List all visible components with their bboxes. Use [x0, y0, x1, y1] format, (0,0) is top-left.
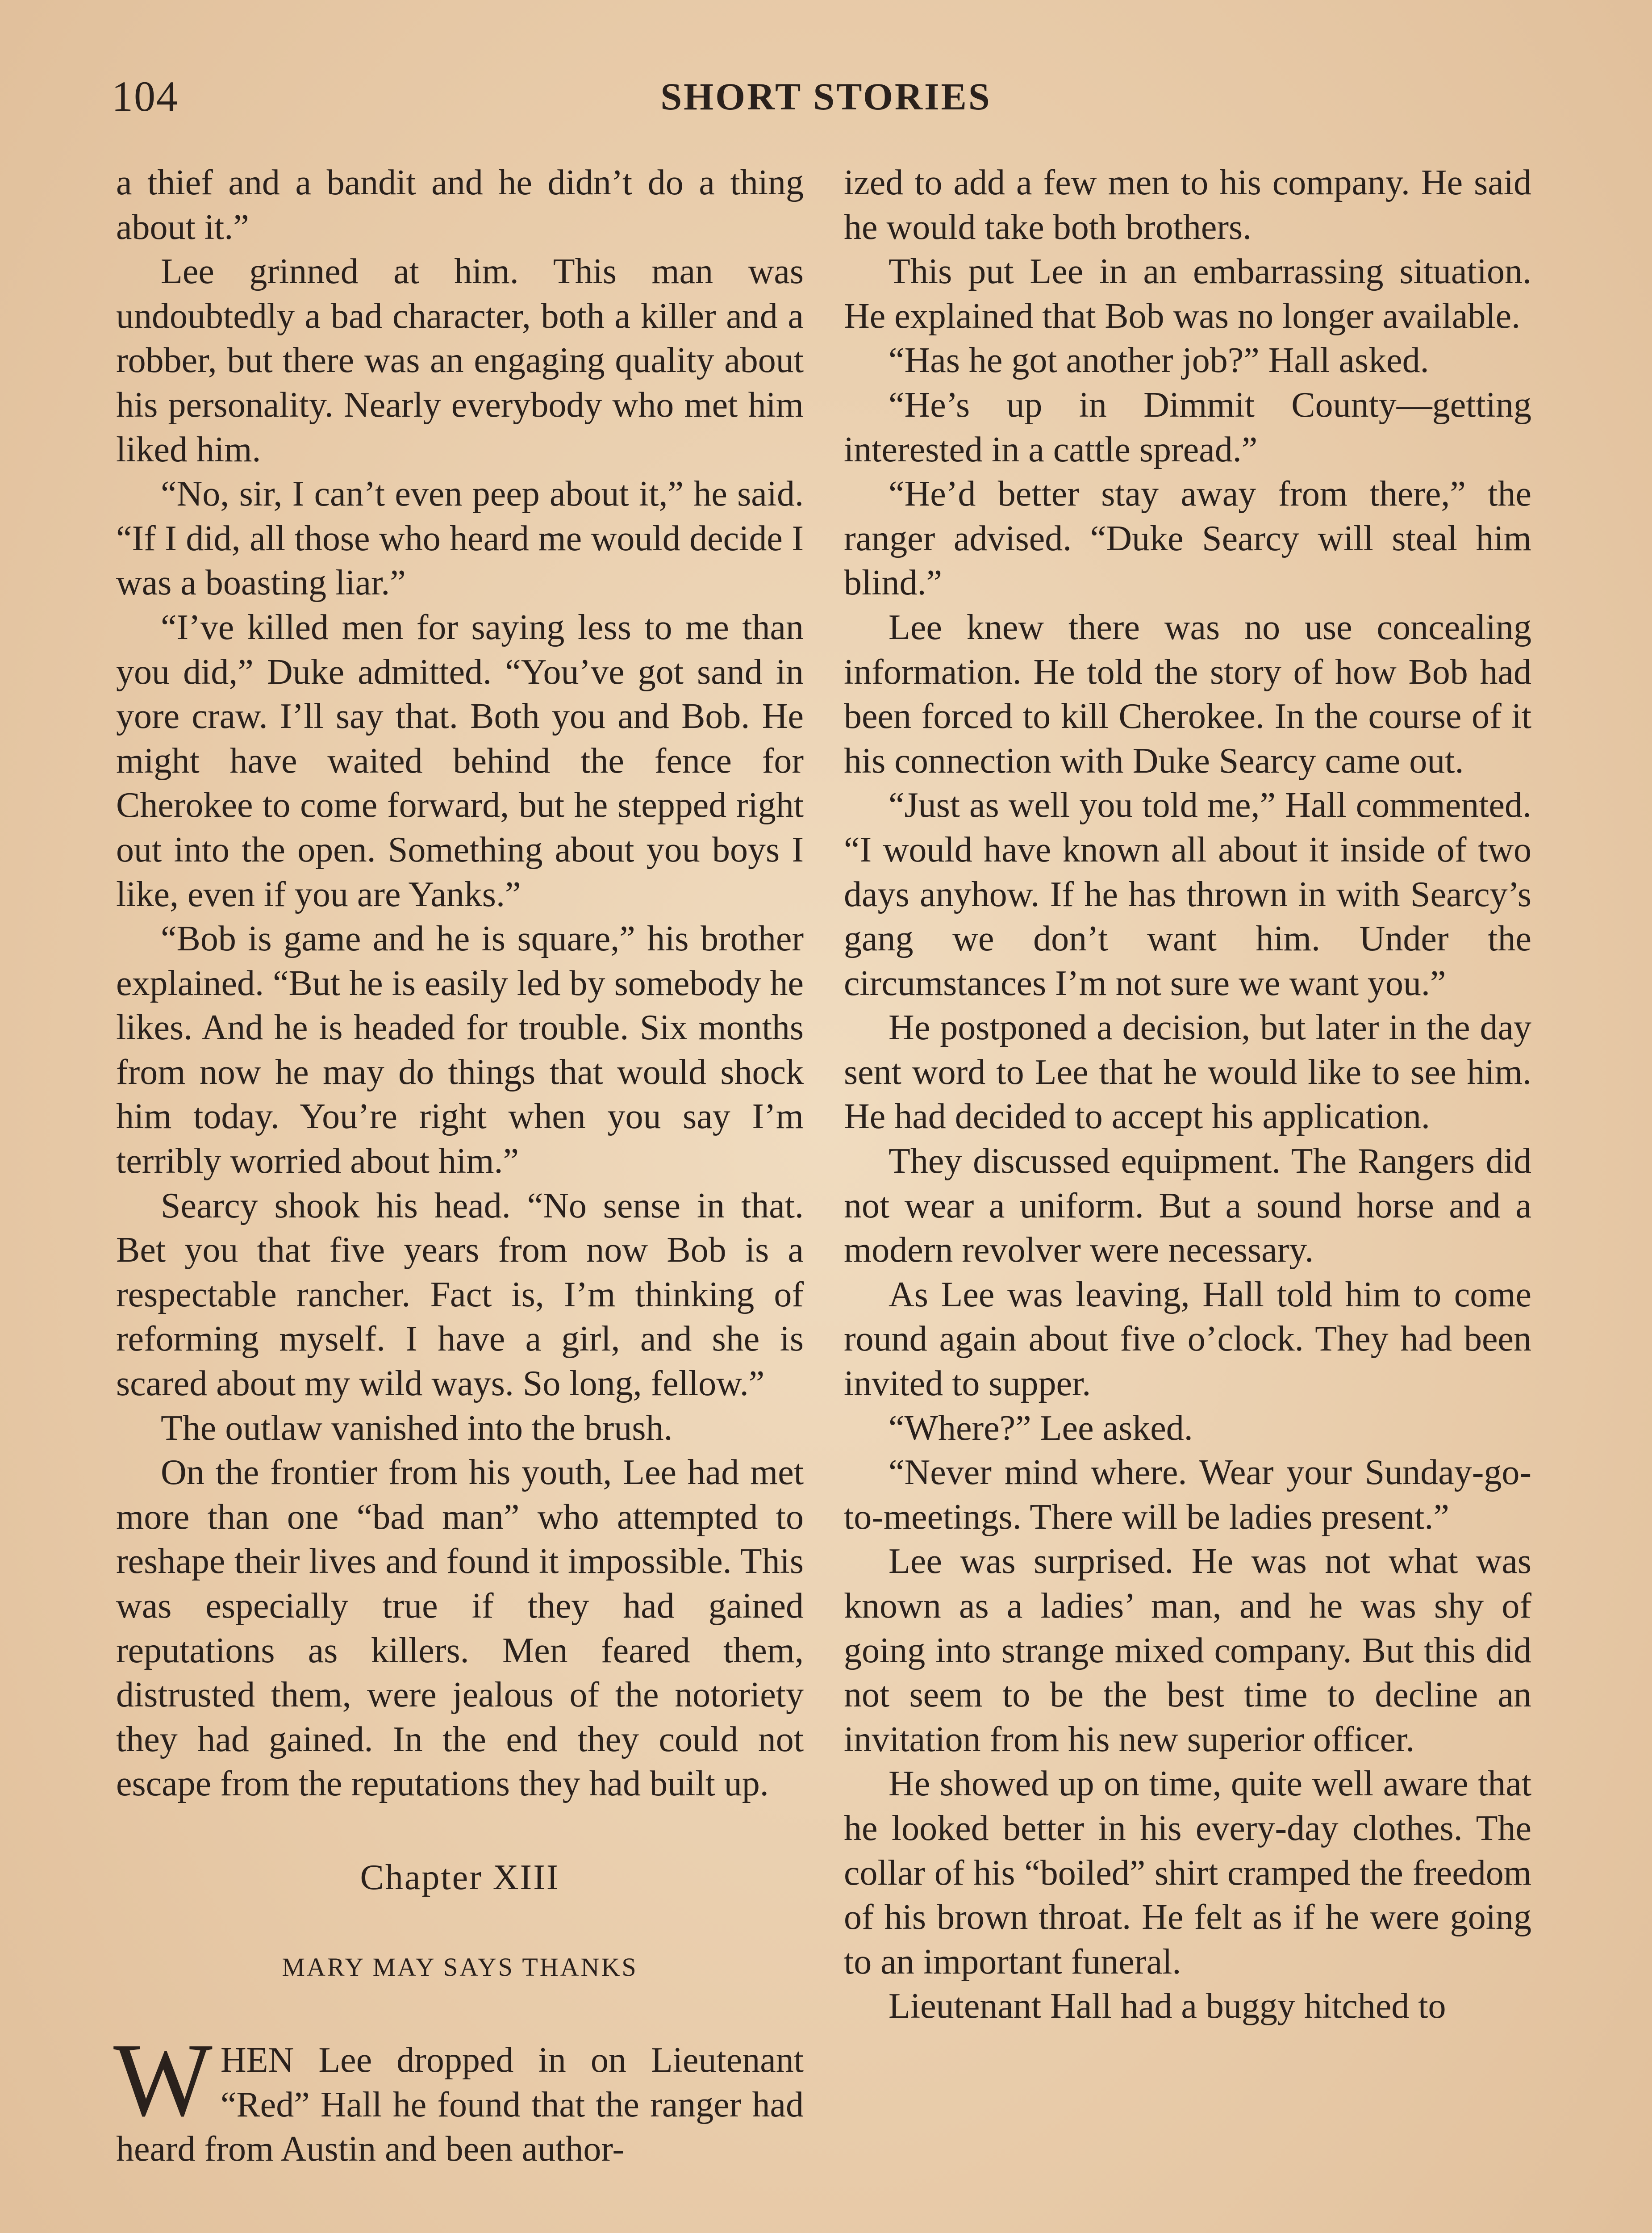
paragraph: “No, sir, I can’t even peep about it,” he said. “If I did, all those who heard me would decide I was a boasting liar.”: [116, 474, 804, 603]
paragraph: “Just as well you told me,” Hall commented. “I would have known all about it inside of two days anyhow. If he has thrown in with Searcy’s gang we don’t want him. Under the circumstances I’m not sure we want you.”: [844, 786, 1531, 1003]
paragraph: Lee grinned at him. This man was undoubtedly a bad character, both a killer and a robber, but there was an engaging quality about his personality. Nearly everybody who met him liked him.: [116, 252, 804, 469]
paragraph: As Lee was leaving, Hall told him to come round again about five o’clock. They had been invited to supper.: [844, 1275, 1531, 1404]
paragraph: The outlaw vanished into the brush.: [161, 1408, 673, 1448]
paragraph: “Where?” Lee asked.: [889, 1408, 1193, 1448]
paragraph: Lee knew there was no use concealing information. He told the story of how Bob had been forced to kill Cherokee. In the course of it his connection with Duke Searcy came out.: [844, 607, 1531, 781]
paragraph: “Has he got another job?” Hall asked.: [889, 341, 1429, 381]
page-number: 104: [112, 72, 179, 120]
paragraph: Lee was surprised. He was not what was known as a ladies’ man, and he was shy of going into strange mixed company. But this did not seem to be the best time to decline an invitation from his new superior officer.: [844, 1542, 1531, 1759]
paragraph: ized to add a few men to his company. He said he would take both brothers.: [844, 163, 1531, 247]
paragraph: a thief and a bandit and he didn’t do a thing about it.”: [116, 163, 804, 247]
paragraph: He showed up on time, quite well aware that he looked better in his every-day clothes. The collar of his “boiled” shirt cramped the freedom of his brown throat. He felt as if he were going to an important funeral.: [844, 1764, 1531, 1982]
running-title: SHORT STORIES: [660, 75, 992, 118]
right-column: [844, 161, 1531, 2029]
chapter-heading: Chapter XIII: [360, 1857, 560, 1897]
paragraph: “Bob is game and he is square,” his brother explained. “But he is easily led by somebody he likes. And he is headed for trouble. Six months from now he may do things that would shock him today. You’re right when you say I’m terribly worried about him.”: [116, 919, 804, 1181]
paragraph: “I’ve killed men for saying less to me than you did,” Duke admitted. “You’ve got sand in yore craw. I’ll say that. Both you and Bob. He might have waited behind the fence for Cherokee to come forward, but he stepped right out into the open. Something about you boys I like, even if you are Yanks.”: [116, 607, 804, 914]
chapter-title: MARY MAY SAYS THANKS: [282, 1952, 638, 1982]
paragraph: They discussed equipment. The Rangers did not wear a uniform. But a sound horse and a modern revolver were necessary.: [844, 1142, 1531, 1270]
paragraph: This put Lee in an embarrassing situation. He explained that Bob was no longer available.: [844, 252, 1531, 336]
paragraph: “Never mind where. Wear your Sunday-go-to-meetings. There will be ladies present.”: [844, 1453, 1531, 1537]
paragraph: Lieutenant Hall had a buggy hitched to: [889, 1986, 1446, 2026]
paragraph: “He’d better stay away from there,” the ranger advised. “Duke Searcy will steal him blind.”: [844, 474, 1531, 603]
chapter-first-paragraph: [113, 2022, 804, 2172]
paragraph: On the frontier from his youth, Lee had met more than one “bad man” who attempted to reshape their lives and found it impossible. This was especially true if they had gained reputations as killers. Men feared them, distrusted them, were jealous of the notoriety they had gained. In the end they could not escape from the reputations they had built up.: [116, 1453, 804, 1804]
chapter-first-text: HEN Lee dropped in on Lieutenant “Red” Hall he found that the ranger had heard from Austin and been author-: [116, 2041, 804, 2169]
drop-cap: W: [113, 2022, 213, 2138]
paragraph: He postponed a decision, but later in the day sent word to Lee that he would like to see him. He had decided to accept his application.: [844, 1008, 1531, 1137]
page-header: [103, 71, 1549, 130]
left-column: [113, 161, 804, 2172]
paragraph: Searcy shook his head. “No sense in that. Bet you that five years from now Bob is a respectable rancher. Fact is, I’m thinking of reforming myself. I have a girl, and she is scared about my wild ways. So long, fellow.”: [116, 1186, 804, 1404]
paragraph: “He’s up in Dimmit County—getting interested in a cattle spread.”: [844, 385, 1531, 469]
